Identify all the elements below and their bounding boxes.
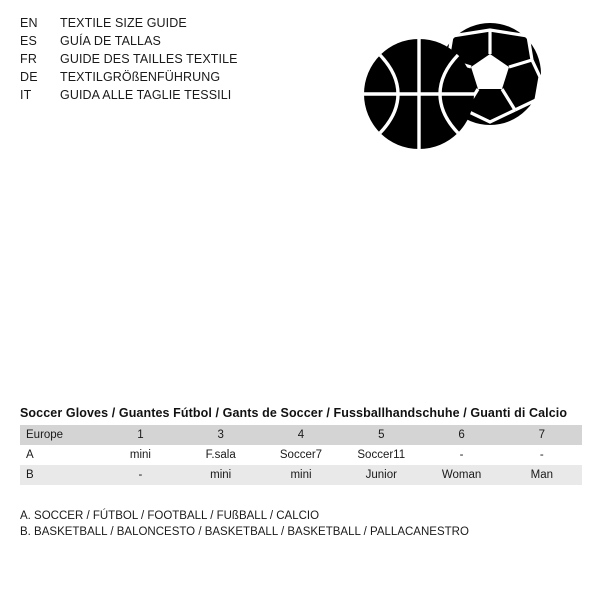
language-title: TEXTILE SIZE GUIDE xyxy=(60,16,187,30)
table-header-row xyxy=(20,425,582,445)
table-header-cell: 1 xyxy=(100,425,180,445)
size-table xyxy=(20,425,582,485)
table-cell: Man xyxy=(502,465,582,485)
language-code: DE xyxy=(20,70,38,84)
language-code: EN xyxy=(20,16,38,30)
table-header-cell: 7 xyxy=(502,425,582,445)
table-cell: - xyxy=(100,465,180,485)
table-header-cell: 5 xyxy=(341,425,421,445)
language-row xyxy=(20,14,340,32)
table-row xyxy=(20,465,582,485)
language-row xyxy=(20,32,340,50)
ball-illustration xyxy=(352,22,558,164)
size-table-section xyxy=(20,406,582,485)
table-row xyxy=(20,445,582,465)
language-title: GUÍA DE TALLAS xyxy=(60,34,161,48)
footnote-b: B. BASKETBALL / BALONCESTO / BASKETBALL / BASKETBALL / PALLACANESTRO xyxy=(20,526,469,538)
table-cell: mini xyxy=(181,465,261,485)
language-code: IT xyxy=(20,88,32,102)
table-cell: - xyxy=(502,445,582,465)
language-code: ES xyxy=(20,34,38,48)
footnotes-block xyxy=(20,508,580,540)
language-row xyxy=(20,68,340,86)
table-cell: Soccer11 xyxy=(341,445,421,465)
table-cell: mini xyxy=(100,445,180,465)
language-row xyxy=(20,50,340,68)
table-header-cell: Europe xyxy=(20,425,100,445)
table-cell: - xyxy=(421,445,501,465)
language-title: GUIDE DES TAILLES TEXTILE xyxy=(60,52,238,66)
language-code: FR xyxy=(20,52,38,66)
table-cell: Soccer7 xyxy=(261,445,341,465)
table-row-label: A xyxy=(20,445,100,465)
table-cell: F.sala xyxy=(181,445,261,465)
language-row xyxy=(20,86,340,104)
table-header-cell: 3 xyxy=(181,425,261,445)
table-header-cell: 4 xyxy=(261,425,341,445)
language-title: GUIDA ALLE TAGLIE TESSILI xyxy=(60,88,232,102)
footnote-a: A. SOCCER / FÚTBOL / FOOTBALL / FUßBALL / CALCIO xyxy=(20,510,320,522)
table-header-cell: 6 xyxy=(421,425,501,445)
table-caption: Soccer Gloves / Guantes Fútbol / Gants de Soccer / Fussballhandschuhe / Guanti di Calcio xyxy=(20,406,568,420)
table-row-label: B xyxy=(20,465,100,485)
language-title: TEXTILGRÖßENFÜHRUNG xyxy=(60,70,221,84)
language-title-block xyxy=(20,14,340,104)
table-cell: mini xyxy=(261,465,341,485)
basketball-icon xyxy=(364,39,474,149)
table-cell: Woman xyxy=(421,465,501,485)
table-cell: Junior xyxy=(341,465,421,485)
